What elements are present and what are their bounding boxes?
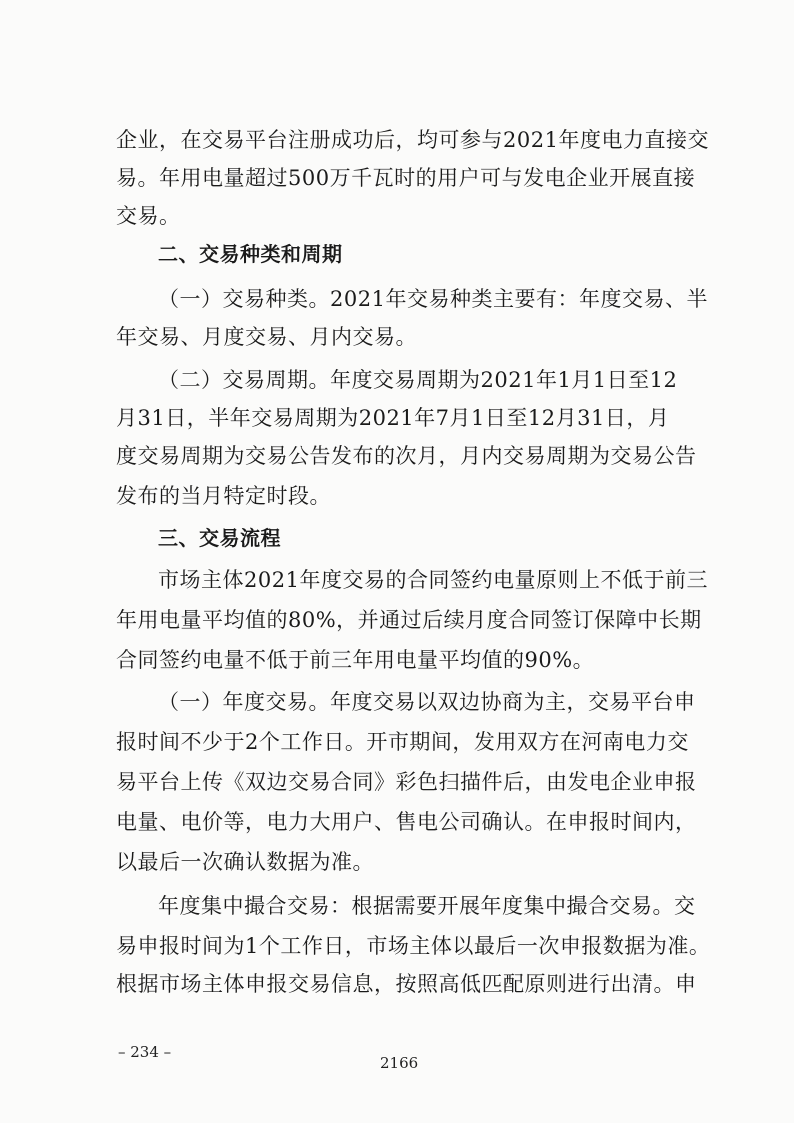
- text-line: 发布的当月特定时段。: [116, 484, 331, 508]
- text-line: 根据市场主体申报交易信息，按照高低匹配原则进行出清。申: [116, 972, 697, 996]
- text-line: 年交易、月度交易、月内交易。: [116, 325, 417, 349]
- text-line: 易。年用电量超过500万千瓦时的用户可与发电企业开展直接: [116, 166, 696, 190]
- text-line: 度交易周期为交易公告发布的次月，月内交易周期为交易公告: [116, 444, 697, 468]
- text-line: 市场主体2021年度交易的合同签约电量原则上不低于前三: [158, 568, 708, 592]
- text-line: 交易。: [116, 204, 181, 228]
- text-line: 年度集中撮合交易：根据需要开展年度集中撮合交易。交: [158, 894, 696, 918]
- text-line: 月31日，半年交易周期为2021年7月1日至12月31日，月: [116, 406, 670, 430]
- text-line: 易平台上传《双边交易合同》彩色扫描件后，由发电企业申报: [116, 770, 697, 794]
- section-heading-3: 三、交易流程: [158, 526, 281, 550]
- text-line: （一）交易种类。2021年交易种类主要有：年度交易、半: [158, 287, 708, 311]
- text-line: 报时间不少于2个工作日。开市期间，发用双方在河南电力交: [116, 730, 689, 754]
- text-line: 电量、电价等，电力大用户、售电公司确认。在申报时间内，: [116, 810, 697, 834]
- section-heading-2: 二、交易种类和周期: [158, 242, 343, 266]
- text-line: （二）交易周期。年度交易周期为2021年1月1日至12: [158, 368, 678, 392]
- text-line: 易申报时间为1个工作日，市场主体以最后一次申报数据为准。: [116, 934, 711, 958]
- text-line: 以最后一次确认数据为准。: [116, 850, 374, 874]
- page-number: – 234 –: [118, 1043, 172, 1061]
- text-line: 年用电量平均值的80%，并通过后续月度合同签订保障中长期: [116, 608, 702, 632]
- text-line: 合同签约电量不低于前三年用电量平均值的90%。: [116, 648, 595, 672]
- text-line: （一）年度交易。年度交易以双边协商为主，交易平台申: [158, 690, 696, 714]
- text-line: 企业，在交易平台注册成功后，均可参与2021年度电力直接交: [116, 128, 709, 152]
- stamp-number: 2166: [380, 1054, 419, 1072]
